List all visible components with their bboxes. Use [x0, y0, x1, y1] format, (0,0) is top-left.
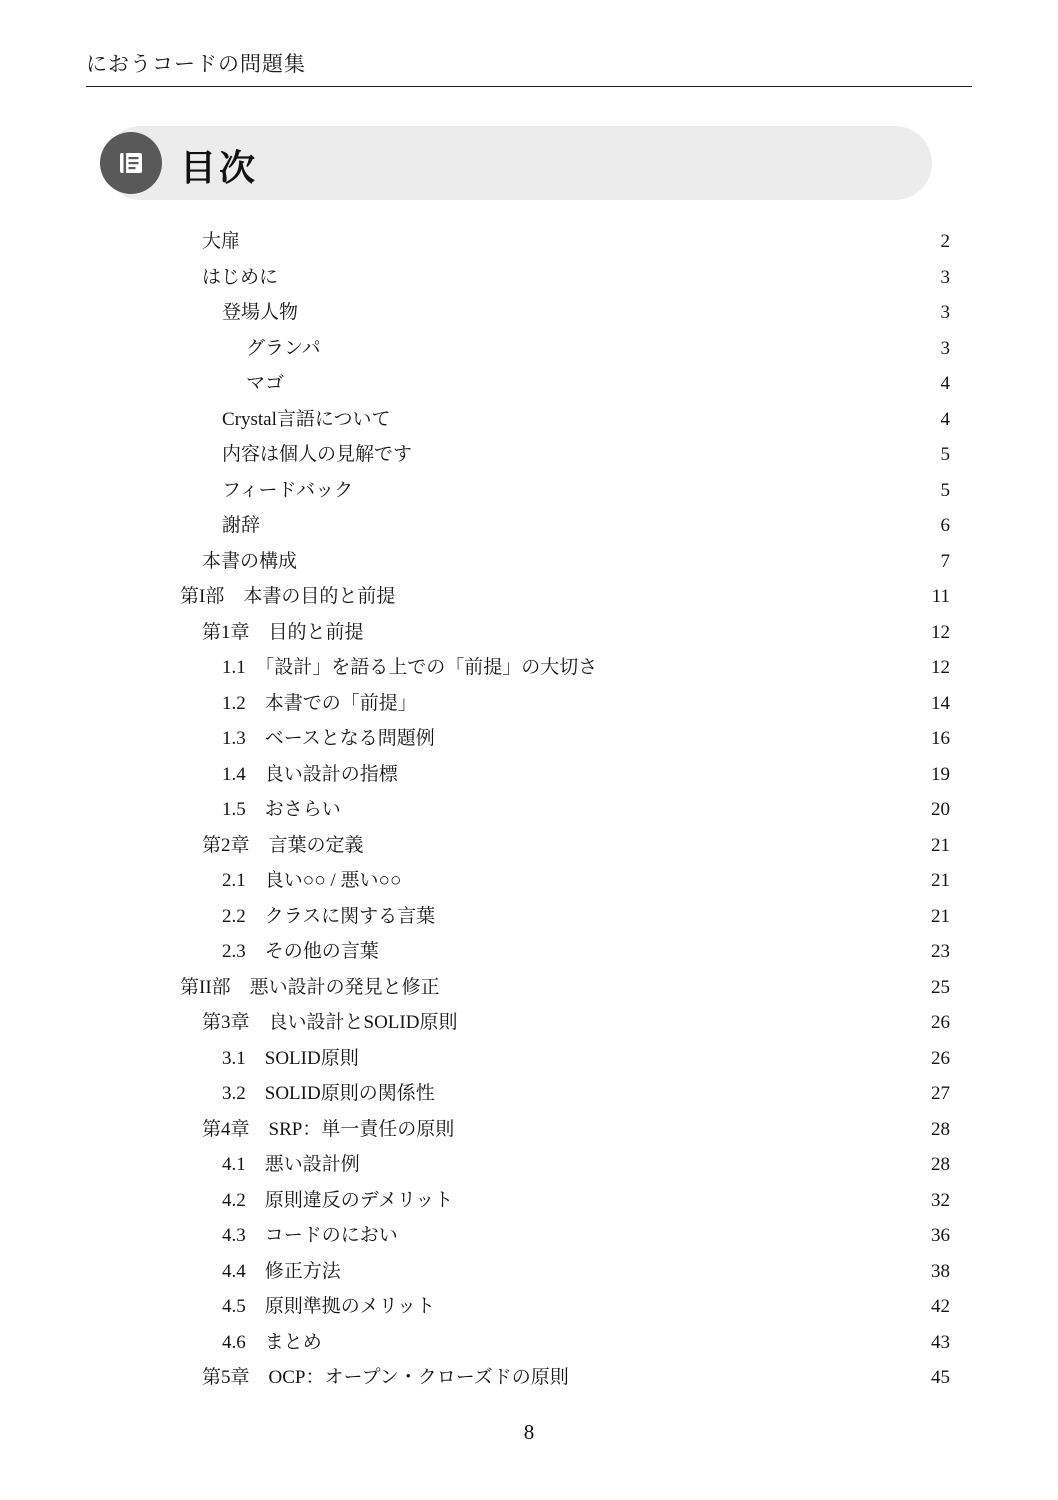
toc-entry-label: 4.6 まとめ: [222, 1331, 322, 1353]
toc-leader-dots: [408, 774, 888, 775]
toc-entry[interactable]: [150, 1226, 950, 1262]
toc-entry-page: 11: [931, 586, 950, 607]
toc-entry-label: Crystal言語について: [222, 408, 391, 430]
toc-entry-label: 1.5 おさらい: [222, 799, 341, 820]
toc-entry[interactable]: [150, 1155, 950, 1191]
toc-entry[interactable]: [150, 907, 950, 943]
toc-entry-page: 21: [931, 834, 950, 856]
running-header: [86, 48, 972, 87]
toc-entry[interactable]: [150, 765, 950, 801]
toc-entry-label: フィードバック: [222, 479, 354, 501]
toc-entry-label: 第5章 OCP：オープン・クローズドの原則: [202, 1367, 569, 1388]
toc-entry-label: 2.1 良い○○ / 悪い○○: [222, 870, 402, 891]
toc-leader-dots: [374, 632, 888, 633]
running-header-text: におうコードの問題集: [86, 52, 306, 76]
toc-entry-page: 2: [940, 231, 950, 252]
page-number: 8: [523, 1420, 535, 1444]
toc-entry[interactable]: [150, 1262, 950, 1298]
toc-entry[interactable]: [150, 587, 950, 623]
toc-entry[interactable]: [150, 516, 950, 552]
toc-leader-dots: [363, 490, 888, 491]
toc-entry-label: 登場人物: [222, 302, 299, 323]
toc-entry-page: 21: [931, 870, 950, 891]
toc-entry-page: 20: [931, 799, 950, 820]
toc-entry-page: 28: [931, 1154, 950, 1175]
toc-entry[interactable]: [150, 445, 950, 481]
toc-leader-dots: [445, 1306, 888, 1307]
toc-leader-dots: [374, 845, 888, 846]
toc-entry-page: 26: [931, 1047, 950, 1069]
toc-entry[interactable]: [150, 729, 950, 765]
toc-entry[interactable]: [150, 1120, 950, 1156]
toc-entry-page: 7: [940, 550, 950, 572]
toc-leader-dots: [445, 1093, 888, 1094]
toc-entry-page: 38: [931, 1260, 950, 1282]
toc-leader-dots: [464, 1129, 888, 1130]
book-icon: [100, 132, 162, 194]
toc-leader-dots: [405, 596, 888, 597]
toc-entry[interactable]: [150, 339, 950, 375]
toc-entry-page: 5: [940, 479, 950, 501]
toc-entry[interactable]: [150, 836, 950, 872]
toc-entry-label: 第3章 良い設計とSOLID原則: [202, 1012, 458, 1033]
toc-entry[interactable]: [150, 800, 950, 836]
toc-entry[interactable]: [150, 268, 950, 304]
toc-entry-page: 28: [931, 1118, 950, 1140]
toc-leader-dots: [607, 667, 888, 668]
toc-entry-page: 42: [931, 1296, 950, 1317]
toc-entry[interactable]: [150, 942, 950, 978]
toc-entry-label: 4.3 コードのにおい: [222, 1225, 398, 1246]
toc-entry-label: 第II部 悪い設計の発見と修正: [180, 976, 440, 998]
toc-entry-page: 14: [931, 692, 950, 714]
toc-entry-label: グランパ: [246, 337, 321, 359]
toc-entry-label: 本書の構成: [202, 550, 298, 572]
toc-leader-dots: [307, 561, 888, 562]
toc-entry-page: 43: [931, 1331, 950, 1353]
toc-entry-label: 3.1 SOLID原則: [222, 1047, 359, 1069]
toc-leader-dots: [288, 277, 888, 278]
toc-entry-page: 3: [940, 302, 950, 323]
toc-leader-dots: [427, 703, 888, 704]
toc-leader-dots: [401, 419, 888, 420]
toc-leader-dots: [467, 1022, 888, 1023]
toc-entry-page: 32: [931, 1189, 950, 1211]
toc-entry[interactable]: [150, 978, 950, 1014]
toc-entry-page: 25: [931, 976, 950, 998]
toc-entry[interactable]: [150, 1013, 950, 1049]
toc-entry[interactable]: [150, 1297, 950, 1333]
toc-entry-label: はじめに: [202, 266, 279, 288]
toc-entry-label: 4.2 原則違反のデメリット: [222, 1189, 454, 1211]
toc-leader-dots: [369, 1058, 888, 1059]
toc-entry[interactable]: [150, 232, 950, 268]
toc-leader-dots: [411, 880, 888, 881]
toc-entry-label: 1.2 本書での「前提」: [222, 692, 417, 714]
toc-entry[interactable]: [150, 1049, 950, 1085]
toc-entry-page: 26: [931, 1012, 950, 1033]
toc-entry-label: マゴ: [246, 373, 285, 394]
toc-entry[interactable]: [150, 410, 950, 446]
toc-entry-page: 19: [931, 763, 950, 785]
toc-entry-label: 4.5 原則準拠のメリット: [222, 1296, 435, 1317]
toc-leader-dots: [579, 1377, 888, 1378]
toc-leader-dots: [445, 916, 888, 917]
toc-entry-page: 27: [931, 1083, 950, 1104]
toc-entry-label: 1.3 ベースとなる問題例: [222, 728, 435, 749]
toc-leader-dots: [445, 738, 888, 739]
toc-entry-label: 4.1 悪い設計例: [222, 1154, 360, 1175]
toc-entry[interactable]: [150, 623, 950, 659]
toc-leader-dots: [351, 809, 888, 810]
toc-entry-page: 5: [940, 444, 950, 465]
toc-entry-page: 6: [940, 515, 950, 536]
toc-entry-label: 謝辞: [222, 515, 261, 536]
toc-entry[interactable]: [150, 1084, 950, 1120]
toc-entry-label: 1.1 「設計」を語る上での「前提」の大切さ: [222, 657, 598, 678]
toc-entry[interactable]: [150, 303, 950, 339]
toc-entry[interactable]: [150, 1191, 950, 1227]
toc-entry-label: 2.3 その他の言葉: [222, 941, 379, 962]
header-rule: [86, 86, 972, 87]
toc-entry-label: 3.2 SOLID原則の関係性: [222, 1083, 435, 1104]
toc-entry[interactable]: [150, 658, 950, 694]
toc-entry[interactable]: [150, 481, 950, 517]
toc-entry-page: 3: [940, 266, 950, 288]
toc-leader-dots: [463, 1200, 888, 1201]
toc-entry[interactable]: [150, 552, 950, 588]
toc-leader-dots: [370, 1164, 888, 1165]
toc-leader-dots: [450, 987, 888, 988]
toc-leader-dots: [331, 348, 888, 349]
toc-leader-dots: [332, 1342, 888, 1343]
toc-leader-dots: [351, 1271, 888, 1272]
table-of-contents: [150, 232, 950, 1404]
toc-entry-page: 23: [931, 941, 950, 962]
toc-entry-label: 内容は個人の見解です: [222, 444, 413, 465]
toc-entry-label: 第2章 言葉の定義: [202, 834, 364, 856]
toc-leader-dots: [270, 525, 888, 526]
toc-entry-label: 2.2 クラスに関する言葉: [222, 905, 436, 927]
toc-leader-dots: [408, 1235, 888, 1236]
toc-entry-page: 36: [931, 1225, 950, 1246]
page-title: 目次: [180, 148, 259, 188]
toc-entry-label: 4.4 修正方法: [222, 1260, 341, 1282]
toc-leader-dots: [422, 454, 888, 455]
toc-entry-label: 第4章 SRP：単一責任の原則: [202, 1118, 455, 1140]
toc-entry-page: 4: [940, 408, 950, 430]
toc-entry-label: 大扉: [202, 231, 241, 252]
toc-entry[interactable]: [150, 694, 950, 730]
toc-entry-label: 第1章 目的と前提: [202, 621, 364, 643]
toc-entry[interactable]: [150, 871, 950, 907]
toc-leader-dots: [250, 241, 888, 242]
toc-entry[interactable]: [150, 1333, 950, 1369]
toc-entry-page: 21: [931, 905, 950, 927]
toc-entry-page: 4: [940, 373, 950, 394]
toc-entry[interactable]: [150, 374, 950, 410]
toc-entry-page: 16: [931, 728, 950, 749]
toc-entry[interactable]: [150, 1368, 950, 1404]
toc-leader-dots: [389, 951, 888, 952]
toc-entry-page: 12: [931, 621, 950, 643]
toc-entry-label: 第I部 本書の目的と前提: [180, 586, 396, 607]
toc-entry-label: 1.4 良い設計の指標: [222, 763, 398, 785]
toc-leader-dots: [308, 312, 888, 313]
toc-entry-page: 45: [931, 1367, 950, 1388]
toc-entry-page: 3: [940, 337, 950, 359]
toc-entry-page: 12: [931, 657, 950, 678]
toc-leader-dots: [294, 383, 888, 384]
